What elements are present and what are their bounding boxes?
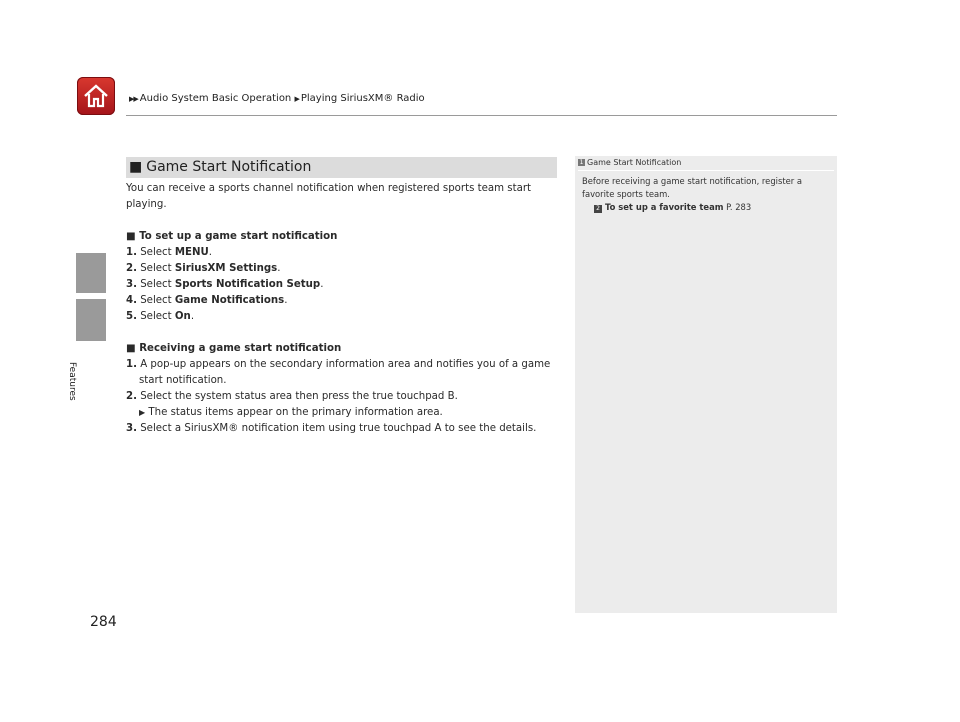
sidebar-cross-reference[interactable]: 2 To set up a favorite team P. 283 (582, 201, 830, 214)
sidebar-title: 1 Game Start Notification (579, 158, 682, 167)
note-number-icon: 1 (579, 159, 584, 166)
header-divider (126, 115, 837, 116)
sidebar-text: Before receiving a game start notification, register a favorite sports team. 2 To set up a favorite team P. 283 (582, 175, 830, 214)
section-title: Game Start Notification (146, 159, 312, 175)
reference-arrow-icon: 2 (594, 205, 602, 213)
breadcrumb-arrow-icon: ▶ (294, 95, 299, 103)
breadcrumb (129, 93, 425, 104)
receive-step: 2. Select the system status area then press the true touchpad B. (126, 391, 458, 402)
home-icon (82, 82, 110, 110)
receive-step: 3. Select a SiriusXM® notification item using true touchpad A to see the details. (126, 423, 537, 434)
setup-step: 1. Select MENU. (126, 247, 213, 258)
breadcrumb-item-siriusxm[interactable]: Playing SiriusXM® Radio (300, 93, 425, 104)
setup-step: 2. Select SiriusXM Settings. (126, 263, 281, 274)
side-tab-features[interactable] (76, 299, 106, 341)
setup-step: 5. Select On. (126, 311, 195, 322)
section-square-icon: ■ (129, 159, 143, 175)
side-tab-upper (76, 253, 106, 293)
section-header (126, 157, 557, 178)
home-button[interactable] (77, 77, 115, 115)
result-arrow-icon: ▶ (139, 408, 146, 417)
receive-step: 1. A pop-up appears on the secondary information area and notifies you of a game (126, 359, 551, 370)
breadcrumb-item-audio-basic[interactable]: Audio System Basic Operation (139, 93, 292, 104)
receive-heading: ■ Receiving a game start notification (126, 343, 342, 354)
setup-step: 4. Select Game Notifications. (126, 295, 288, 306)
setup-step: 3. Select Sports Notification Setup. (126, 279, 324, 290)
receive-step-cont: start notification. (139, 375, 227, 386)
side-label-features: Features (67, 362, 77, 401)
sidebar-note-box (575, 156, 837, 613)
page-number: 284 (90, 614, 117, 630)
intro-text: You can receive a sports channel notification when registered sports team start playing. (126, 183, 532, 210)
setup-heading: ■ To set up a game start notification (126, 231, 338, 242)
breadcrumb-arrow-icon: ▶▶ (129, 95, 138, 103)
receive-step-result: ▶ The status items appear on the primary information area. (139, 407, 443, 418)
main-content (126, 181, 556, 437)
sidebar-divider (578, 170, 834, 171)
